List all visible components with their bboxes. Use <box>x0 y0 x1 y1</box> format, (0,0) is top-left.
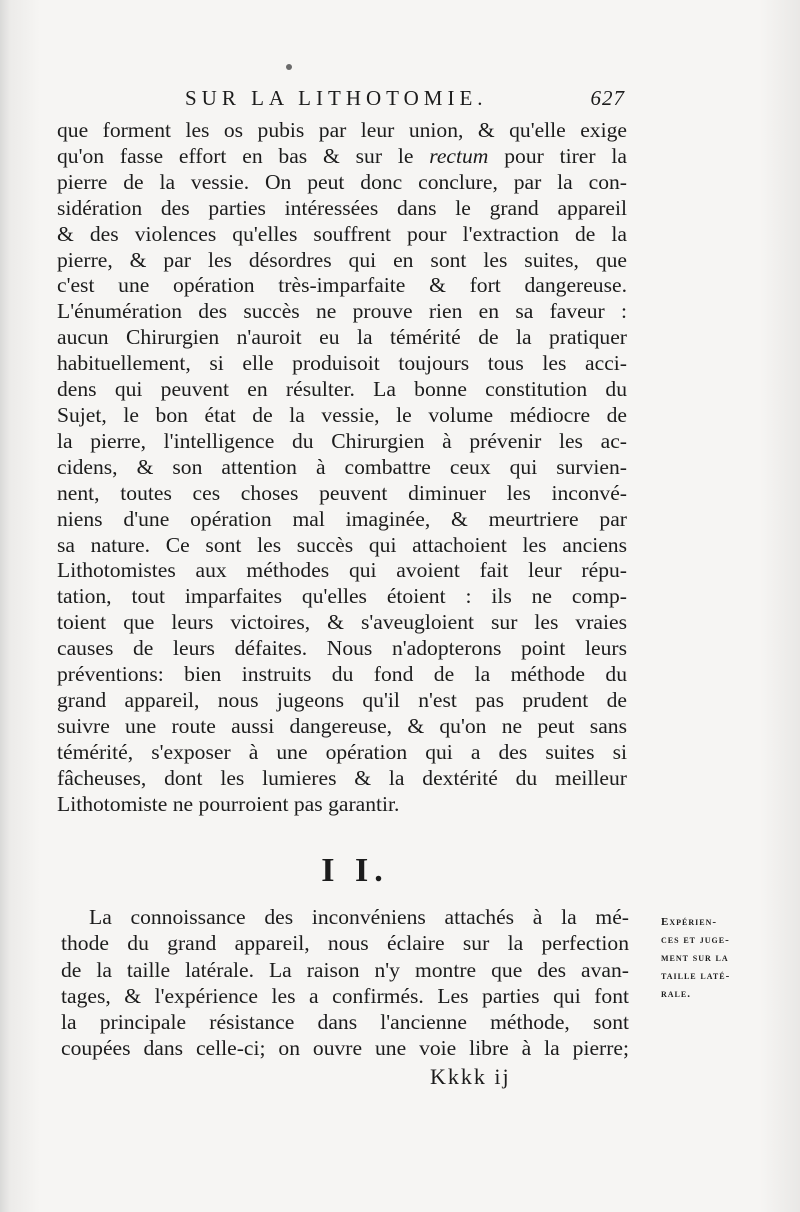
paragraph-2 <box>61 904 629 1062</box>
text-line: témérité, s'exposer à une opération qui a des suites si <box>57 739 627 764</box>
text-line: suivre une route aussi dangereuse, & qu'on ne peut sans <box>57 713 627 738</box>
text-line: toient que leurs victoires, & s'aveugloient sur les vraies <box>57 610 627 635</box>
text-line: pierre de la vessie. On peut donc conclure, par la con- <box>57 169 627 194</box>
section-number: I I. <box>321 852 389 889</box>
text-line: c'est une opération très-imparfaite & fort dangereuse. <box>57 273 627 298</box>
text-line: Sujet, le bon état de la vessie, le volume médiocre de <box>57 402 627 427</box>
text-line: coupées dans celle-ci; on ouvre une voie libre à la pierre; <box>61 1036 629 1061</box>
signature-mark: Kkkk ij <box>430 1064 511 1089</box>
paragraph-1 <box>57 118 627 817</box>
text-line: tation, tout imparfaites qu'elles étoient : ils ne comp- <box>57 584 627 609</box>
running-title: SUR LA LITHOTOMIE. <box>185 86 488 110</box>
text-line: causes de leurs défaites. Nous n'adopterons point leurs <box>57 636 627 661</box>
page-number: 627 <box>590 86 625 110</box>
margin-note-line: ment sur la <box>661 952 729 964</box>
text-line <box>57 144 627 170</box>
text-line: Lithotomistes aux méthodes qui avoient fait leur répu- <box>57 558 627 583</box>
text-line: dens qui peuvent en résulter. La bonne constitution du <box>57 377 627 402</box>
text-fragment: qu'on fasse effort en bas & sur le <box>57 143 414 168</box>
text-line: grand appareil, nous jugeons qu'il n'est pas prudent de <box>57 687 627 712</box>
text-line: Lithotomiste ne pourroient pas garantir. <box>57 791 400 816</box>
margin-note-line: rale. <box>661 988 691 1000</box>
ink-dot <box>286 64 292 70</box>
text-line: sidération des parties intéressées dans le grand appareil <box>57 195 627 220</box>
margin-note-line: ces et juge- <box>661 934 730 946</box>
italic-term: rectum <box>429 143 489 168</box>
text-line: pierre, & par les désordres qui en sont les suites, que <box>57 247 627 272</box>
text-line: habituellement, si elle produisoit toujours tous les acci- <box>57 351 627 376</box>
text-line: cidens, & son attention à combattre ceux qui survien- <box>57 454 627 479</box>
text-line: nent, toutes ces choses peuvent diminuer les inconvé- <box>57 480 627 505</box>
margin-note-line: taille laté- <box>661 970 731 982</box>
text-line: aucun Chirurgien n'auroit eu la témérité de la pratiquer <box>57 325 627 350</box>
text-line: de la taille latérale. La raison n'y montre que des avan- <box>61 957 629 982</box>
text-line: L'énumération des succès ne prouve rien en sa faveur : <box>57 299 627 324</box>
text-line: que forment les os pubis par leur union, & qu'elle exige <box>57 118 627 142</box>
text-fragment: pour tirer la <box>504 143 627 168</box>
text-line: thode du grand appareil, nous éclaire sur la perfection <box>61 931 629 956</box>
text-line: niens d'une opération mal imaginée, & meurtriere par <box>57 506 627 531</box>
text-line: la principale résistance dans l'ancienne méthode, sont <box>61 1010 629 1035</box>
text-line: préventions: bien instruits du fond de la méthode du <box>57 662 627 687</box>
margin-note <box>661 913 781 1003</box>
margin-note-line: Expérien- <box>661 916 718 928</box>
text-line: fâcheuses, dont les lumieres & la dextérité du meilleur <box>57 765 627 790</box>
text-line: La connoissance des inconvéniens attachés à la mé- <box>89 905 629 929</box>
text-line: la pierre, l'intelligence du Chirurgien à prévenir les ac- <box>57 428 627 453</box>
text-line: & des violences qu'elles souffrent pour l'extraction de la <box>57 221 627 246</box>
text-line: sa nature. Ce sont les succès qui attachoient les anciens <box>57 532 627 557</box>
text-line: tages, & l'expérience les a confirmés. Les parties qui font <box>61 983 629 1008</box>
